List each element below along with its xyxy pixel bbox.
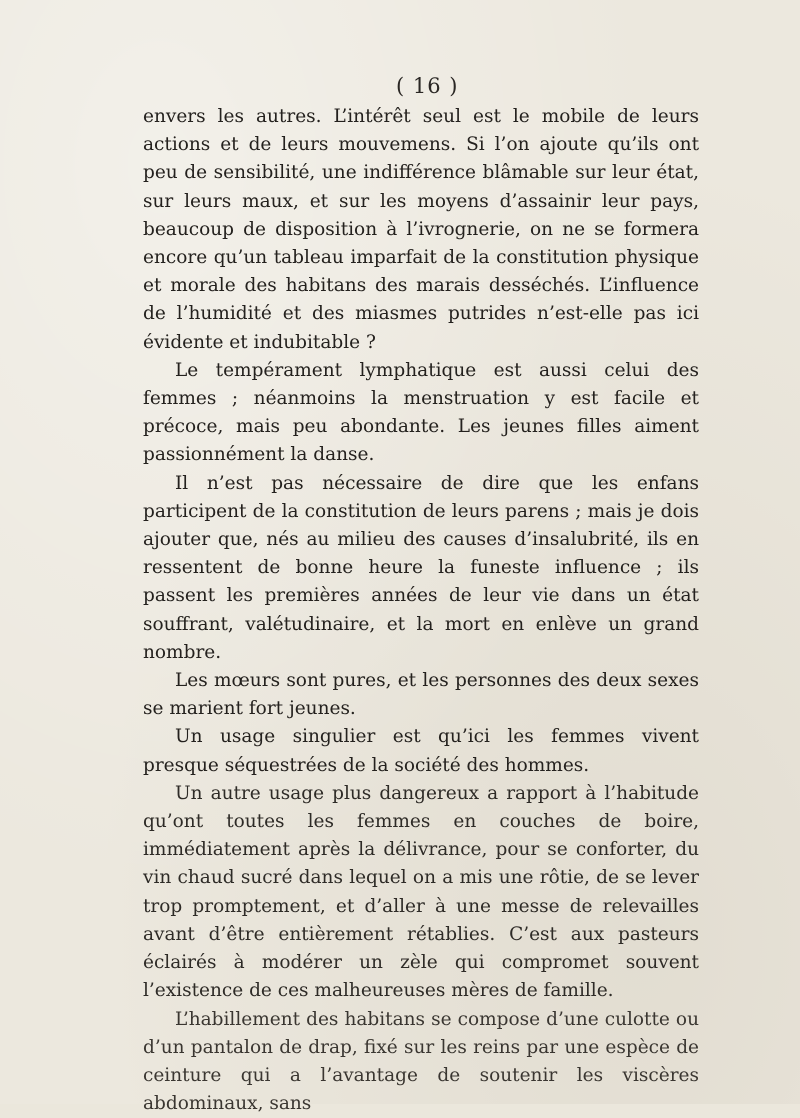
paragraph-temperament: Le tempérament lymphatique est aussi celui des femmes ; néanmoins la menstruation y est facile et précoce, mais peu abondante. Les jeunes filles aiment passionnément la danse.: [143, 357, 699, 470]
paragraph-children: Il n’est pas nécessaire de dire que les enfans participent de la constitution de leurs parens ; mais je dois ajouter que, nés au milieu des causes d’insalubrité, ils en ressentent de bonne heure la funeste influence ; ils passent les premières années de leur vie dans un état souffrant, valétudinaire, et la mort en enlève un grand nombre.: [143, 470, 699, 667]
body-text: [143, 103, 699, 1118]
page-number: ( 16 ): [396, 74, 476, 98]
paragraph-continuation: envers les autres. L’intérêt seul est le mobile de leurs actions et de leurs mouvemens. Si l’on ajoute qu’ils ont peu de sensibilité, une indifférence blâmable sur leur état, sur leurs maux, et sur les moyens d’assainir leur pays, beaucoup de disposition à l’ivrognerie, on ne se formera encore qu’un tableau imparfait de la constitution physique et morale des habitans des marais desséchés. L’influence de l’humidité et des miasmes putrides n’est-elle pas ici évidente et indubitable ?: [143, 103, 699, 357]
paragraph-morals: Les mœurs sont pures, et les personnes des deux sexes se marient fort jeunes.: [143, 667, 699, 723]
paragraph-clothing: L’habillement des habitans se compose d’une culotte ou d’un pantalon de drap, fixé sur les reins par une espèce de ceinture qui a l’avantage de soutenir les viscères abdominaux, sans: [143, 1006, 699, 1118]
paragraph-childbirth-custom: Un autre usage plus dangereux a rapport à l’habitude qu’ont toutes les femmes en couches de boire, immédiatement après la délivrance, pour se conforter, du vin chaud sucré dans lequel on a mis une rôtie, de se lever trop promptement, et d’aller à une messe de relevailles avant d’être entièrement rétablies. C’est aux pasteurs éclairés à modérer un zèle qui compromet souvent l’existence de ces malheureuses mères de famille.: [143, 780, 699, 1006]
paragraph-seclusion: Un usage singulier est qu’ici les femmes vivent presque séquestrées de la société des hommes.: [143, 723, 699, 779]
